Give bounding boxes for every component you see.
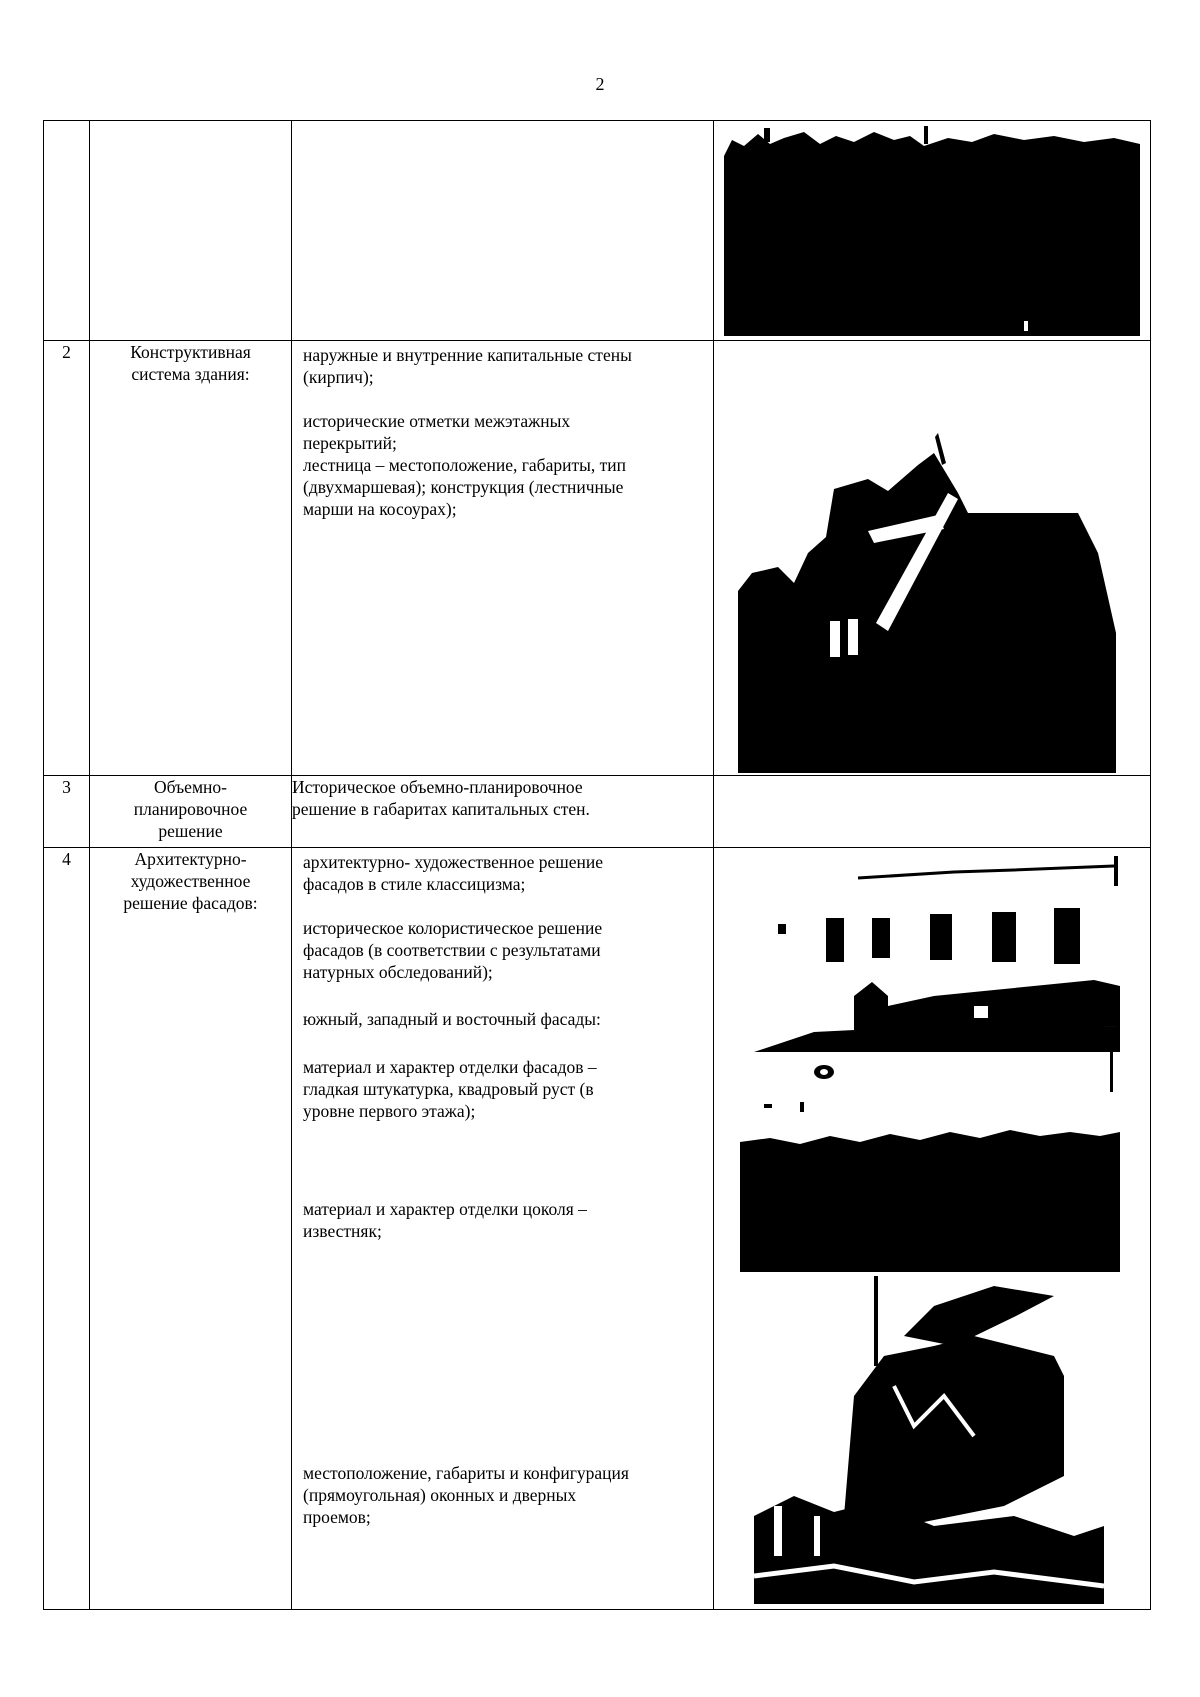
building-photo [738, 433, 1116, 773]
facade-photo [754, 856, 1120, 1052]
heritage-table [43, 120, 1151, 1610]
facade-photo [754, 1276, 1104, 1604]
row-number: 2 [44, 341, 90, 776]
row-description [292, 776, 714, 848]
photo-cell [714, 848, 1151, 1610]
description-paragraph: материал и характер отделки фасадов – гладкая штукатурка, квадровый руст (в уровне первого этажа); [303, 1057, 597, 1121]
description-paragraph: южный, западный и восточный фасады: [303, 1009, 601, 1029]
description-paragraph: наружные и внутренние капитальные стены (кирпич); [303, 345, 632, 387]
table-row [44, 341, 1151, 776]
row-number [44, 121, 90, 341]
description-paragraph: материал и характер отделки цоколя – известняк; [303, 1199, 587, 1241]
row-name [90, 848, 292, 1610]
row-name-text: Объемно- планировочное решение [133, 777, 248, 841]
table-row [44, 776, 1151, 848]
table-row [44, 848, 1151, 1610]
photo-cell [714, 341, 1151, 776]
building-photo [724, 126, 1140, 336]
row-name [90, 776, 292, 848]
row-name-text: Конструктивная система здания: [130, 342, 251, 384]
facade-photo [740, 1052, 1120, 1272]
row-description [292, 848, 714, 1610]
description-paragraph: Историческое объемно-планировочное решение в габаритах капитальных стен. [292, 777, 590, 819]
row-name [90, 121, 292, 341]
row-number: 4 [44, 848, 90, 1610]
photo-cell [714, 121, 1151, 341]
row-description [292, 341, 714, 776]
description-paragraph: местоположение, габариты и конфигурация (прямоугольная) оконных и дверных проемов; [303, 1463, 629, 1527]
description-paragraph: исторические отметки межэтажных перекрытий; лестница – местоположение, габариты, тип (двухмаршевая); конструкция (лестничные марши на косоурах); [303, 411, 626, 519]
description-paragraph: архитектурно- художественное решение фасадов в стиле классицизма; [303, 852, 604, 894]
row-description [292, 121, 714, 341]
row-name [90, 341, 292, 776]
table-row [44, 121, 1151, 341]
row-number: 3 [44, 776, 90, 848]
description-paragraph: историческое колористическое решение фасадов (в соответствии с результатами натурных обследований); [303, 918, 603, 982]
photo-cell [714, 776, 1151, 848]
page-number: 2 [595, 74, 605, 94]
row-name-text: Архитектурно- художественное решение фасадов: [123, 849, 258, 913]
